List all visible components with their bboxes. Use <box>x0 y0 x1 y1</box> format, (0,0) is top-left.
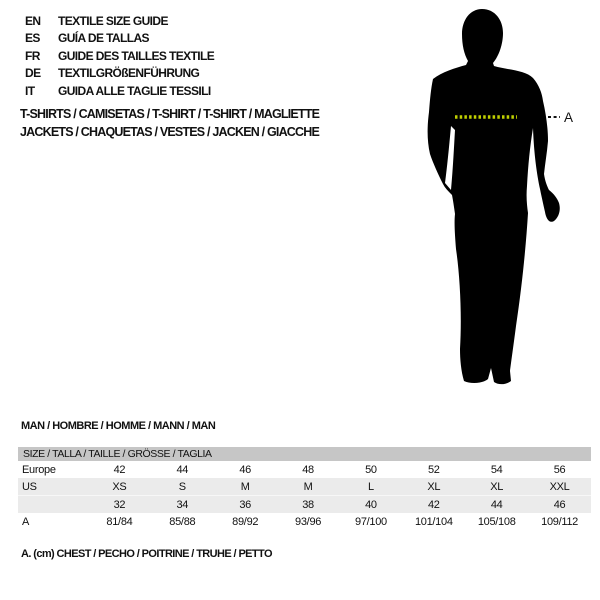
man-silhouette-figure <box>402 0 582 392</box>
size-cell: 48 <box>302 463 314 476</box>
row-label: US <box>18 478 88 496</box>
table-row-us <box>18 478 591 496</box>
lang-title: GUIDA ALLE TAGLIE TESSILI <box>58 83 211 98</box>
size-cell: XS <box>88 478 151 496</box>
size-table-header-row <box>18 447 591 461</box>
language-list <box>25 13 214 100</box>
size-cell: XL <box>402 478 465 496</box>
size-cell: 97/100 <box>355 515 387 528</box>
lang-title: GUIDE DES TAILLES TEXTILE <box>58 48 215 63</box>
lang-code: FR <box>25 48 40 63</box>
size-cell: 54 <box>490 463 503 476</box>
measure-label-a: A <box>564 110 574 125</box>
lang-title: GUÍA DE TALLAS <box>58 31 149 46</box>
size-cell: M <box>277 478 340 496</box>
category-line-jackets: JACKETS / CHAQUETAS / VESTES / JACKEN / GIACCHE <box>20 125 320 139</box>
size-cell: 56 <box>553 463 566 476</box>
size-cell: 101/104 <box>414 515 453 528</box>
lang-row-es <box>25 30 214 47</box>
size-cell: 36 <box>214 496 277 514</box>
lang-code: IT <box>25 83 35 98</box>
size-cell: 46 <box>239 463 251 476</box>
size-cell: 50 <box>365 463 377 476</box>
category-line-tshirts: T-SHIRTS / CAMISETAS / T-SHIRT / T-SHIRT / MAGLIETTE <box>20 107 320 121</box>
size-cell: M <box>214 478 277 496</box>
size-cell: 52 <box>427 463 440 476</box>
lang-code: DE <box>25 66 41 81</box>
row-label <box>18 496 88 514</box>
size-cell: 89/92 <box>232 515 259 528</box>
size-cell: 85/88 <box>169 515 196 528</box>
size-cell: 44 <box>465 496 528 514</box>
size-cell: S <box>151 478 214 496</box>
size-table-header: SIZE / TALLA / TAILLE / GRÖSSE / TAGLIA <box>18 447 591 461</box>
category-list <box>20 105 319 141</box>
row-label: A <box>22 515 30 528</box>
lang-row-fr <box>25 48 214 65</box>
table-row-chest-a <box>18 513 591 530</box>
size-cell: XL <box>465 478 528 496</box>
lang-row-de <box>25 65 214 82</box>
lang-title: TEXTILE SIZE GUIDE <box>58 14 168 28</box>
size-cell: L <box>340 478 403 496</box>
size-cell: 81/84 <box>106 515 133 528</box>
table-row-numeric <box>18 496 591 514</box>
lang-row-en <box>25 13 214 30</box>
size-cell: 42 <box>402 496 465 514</box>
size-cell: XXL <box>528 478 591 496</box>
footnote-chest: A. (cm) CHEST / PECHO / POITRINE / TRUHE / PETTO <box>21 548 272 560</box>
size-table <box>18 447 591 530</box>
table-row-europe <box>18 461 591 478</box>
man-silhouette <box>428 9 560 384</box>
size-cell: 93/96 <box>295 515 322 528</box>
size-cell: 44 <box>176 463 189 476</box>
size-cell: 42 <box>113 463 126 476</box>
size-cell: 32 <box>88 496 151 514</box>
lang-code: ES <box>25 31 40 46</box>
size-cell: 38 <box>277 496 340 514</box>
size-cell: 40 <box>340 496 403 514</box>
size-cell: 34 <box>151 496 214 514</box>
section-heading-man: MAN / HOMBRE / HOMME / MANN / MAN <box>21 420 216 432</box>
lang-title: TEXTILGRÖßENFÜHRUNG <box>58 66 200 81</box>
size-cell: 109/112 <box>541 515 578 528</box>
lang-row-it <box>25 83 214 100</box>
lang-code: EN <box>25 14 41 28</box>
size-cell: 46 <box>528 496 591 514</box>
row-label: Europe <box>22 463 56 476</box>
size-cell: 105/108 <box>477 515 516 528</box>
